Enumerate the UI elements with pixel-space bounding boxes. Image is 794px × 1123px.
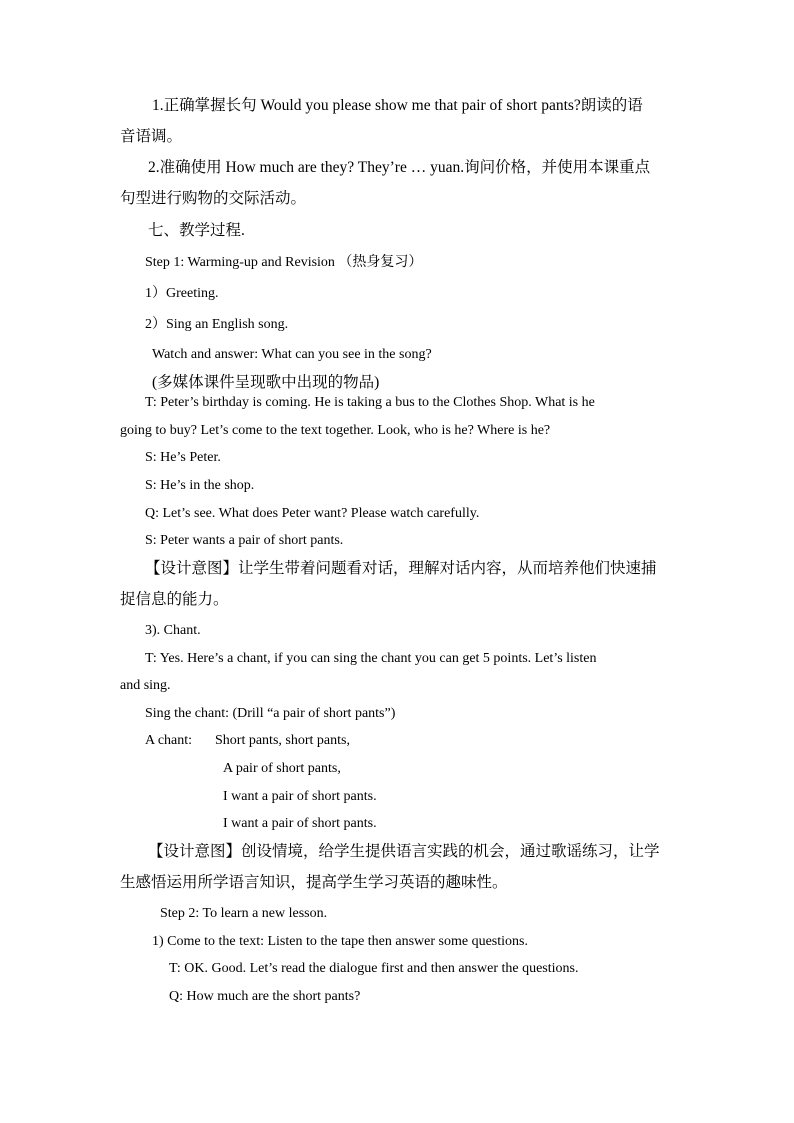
text-instruction: 1) Come to the text: Listen to the tape then answer some questions. — [152, 934, 528, 949]
section-heading: 七、教学过程. — [148, 222, 245, 239]
teacher-chant-line-2: and sing. — [120, 678, 171, 693]
design-intent-1-line-2: 捉信息的能力。 — [120, 591, 229, 608]
chant-verse-3: I want a pair of short pants. — [223, 789, 377, 804]
watch-answer-line: Watch and answer: What can you see in the song? — [152, 347, 432, 362]
step-2-heading: Step 2: To learn a new lesson. — [160, 906, 328, 921]
sing-song-line: 2）Sing an English song. — [145, 317, 289, 332]
sing-chant-line: Sing the chant: (Drill “a pair of short pants”) — [145, 706, 396, 721]
objective-2-line-2: 句型进行购物的交际活动。 — [120, 190, 307, 207]
chant-heading: 3). Chant. — [145, 623, 201, 638]
teacher-read-line: T: OK. Good. Let’s read the dialogue first and then answer the questions. — [169, 961, 579, 976]
objective-2-line-1: 2.准确使用 How much are they? They’re … yuan.询问价格，并使用本课重点 — [148, 159, 651, 176]
chant-label: A chant: — [145, 733, 193, 748]
objective-1-line-2: 音语调。 — [120, 128, 183, 145]
chant-verse-2: A pair of short pants, — [223, 761, 341, 776]
step-1-heading: Step 1: Warming-up and Revision （热身复习） — [145, 255, 423, 270]
question-line-1: Q: Let’s see. What does Peter want? Please watch carefully. — [145, 506, 480, 521]
multimedia-note: (多媒体课件呈现歌中出现的物品) — [152, 374, 380, 391]
design-intent-2-line-2: 生感悟运用所学语言知识，提高学生学习英语的趣味性。 — [120, 874, 508, 891]
design-intent-2-line-1: 【设计意图】创设情境，给学生提供语言实践的机会，通过歌谣练习，让学 — [148, 843, 660, 860]
greeting-line: 1）Greeting. — [145, 286, 219, 301]
student-line-3: S: Peter wants a pair of short pants. — [145, 533, 344, 548]
teacher-chant-line-1: T: Yes. Here’s a chant, if you can sing the chant you can get 5 points. Let’s listen — [145, 651, 597, 666]
question-price-line: Q: How much are the short pants? — [169, 989, 361, 1004]
student-line-1: S: He’s Peter. — [145, 450, 221, 465]
teacher-line-1: T: Peter’s birthday is coming. He is taking a bus to the Clothes Shop. What is he — [145, 395, 595, 410]
student-line-2: S: He’s in the shop. — [145, 478, 255, 493]
chant-verse-1: Short pants, short pants, — [215, 733, 350, 748]
chant-verse-4: I want a pair of short pants. — [223, 816, 377, 831]
teacher-line-2: going to buy? Let’s come to the text together. Look, who is he? Where is he? — [120, 423, 551, 438]
design-intent-1-line-1: 【设计意图】让学生带着问题看对话，理解对话内容，从而培养他们快速捕 — [145, 560, 657, 577]
objective-1-line-1: 1.正确掌握长句 Would you please show me that pair of short pants?朗读的语 — [152, 97, 643, 114]
